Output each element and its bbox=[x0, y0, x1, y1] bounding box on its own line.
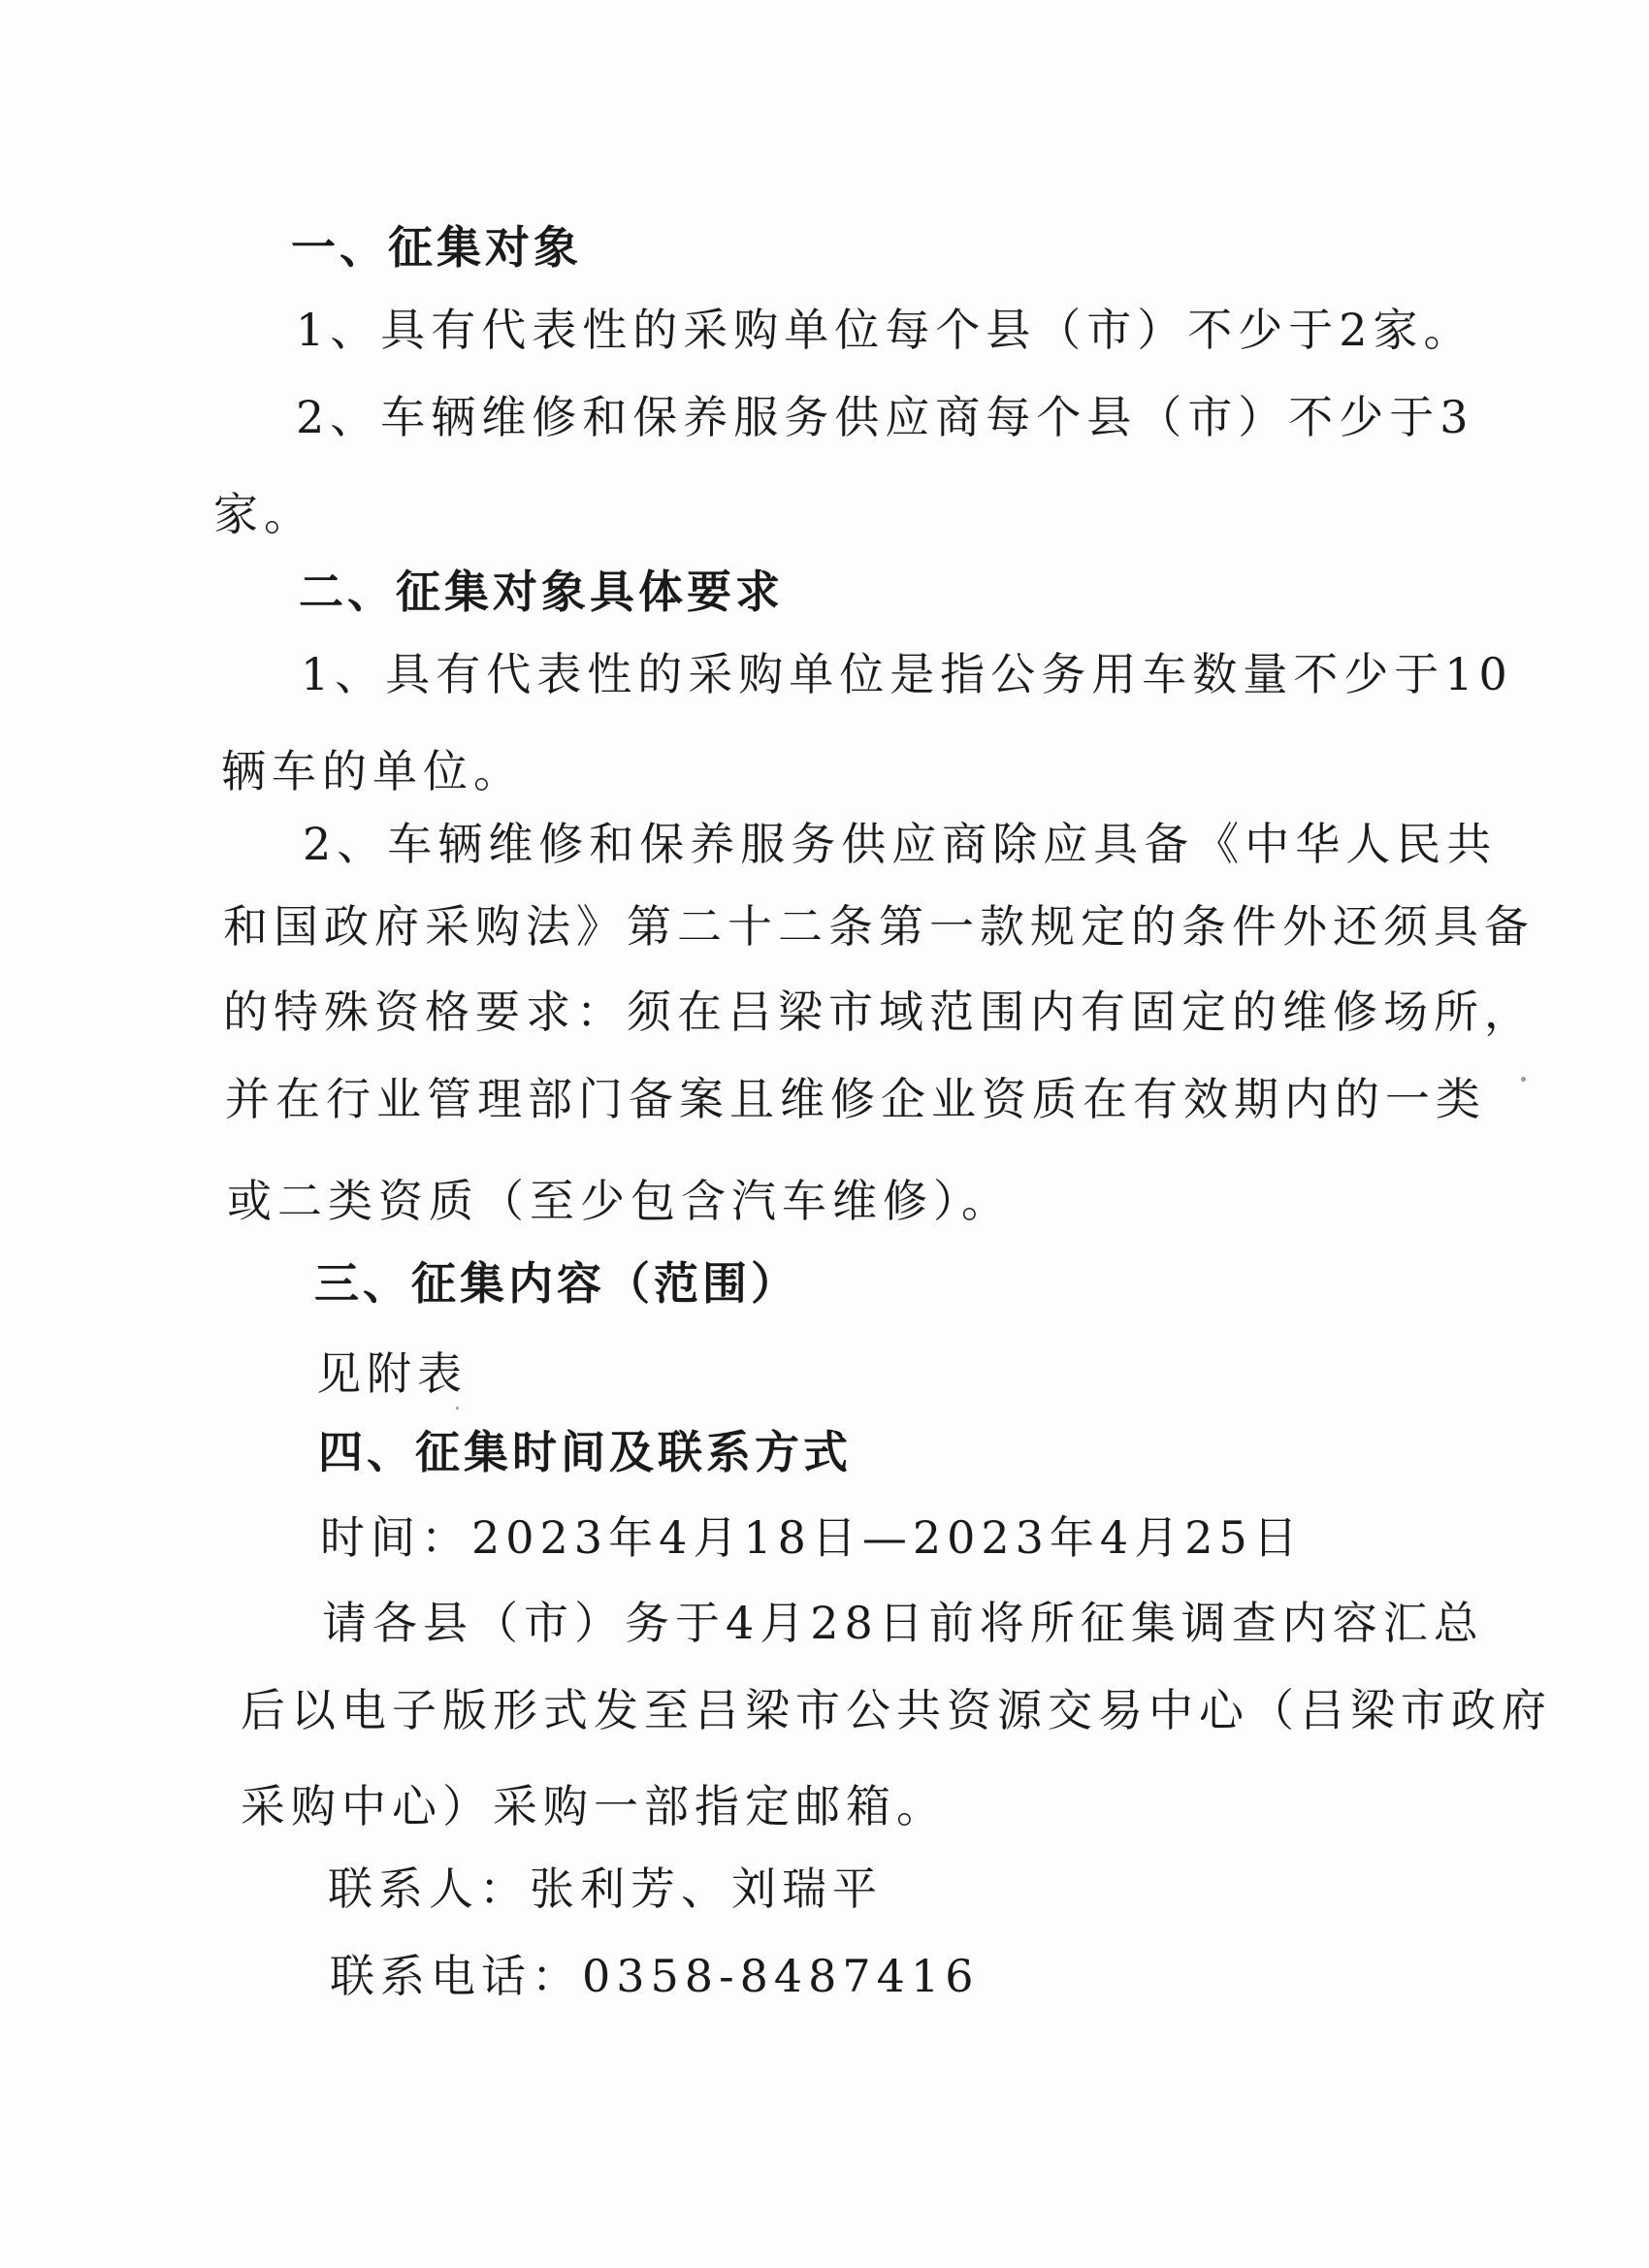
section1-item2-line1: 2、车辆维修和保养服务供应商每个县（市）不少于3 bbox=[296, 391, 1474, 443]
section4-note-line1: 请各县（市）务于4月28日前将所征集调查内容汇总 bbox=[322, 1597, 1484, 1649]
section2-item2-line4: 并在行业管理部门备案且维修企业资质在有效期内的一类 bbox=[225, 1073, 1486, 1125]
section2-item1-line2: 辆车的单位。 bbox=[221, 745, 524, 797]
section2-item2-line1: 2、车辆维修和保养服务供应商除应具备《中华人民共 bbox=[303, 818, 1498, 870]
section4-heading: 四、征集时间及联系方式 bbox=[318, 1426, 852, 1478]
section4-phone: 联系电话：0358-8487416 bbox=[330, 1950, 980, 2002]
section4-contact: 联系人：张利芳、刘瑞平 bbox=[328, 1863, 883, 1915]
section3-body: 见附表 bbox=[316, 1347, 468, 1400]
scan-speck bbox=[1521, 1077, 1526, 1082]
section1-heading: 一、征集对象 bbox=[291, 221, 582, 274]
section4-note-line2: 后以电子版形式发至吕梁市公共资源交易中心（吕梁市政府 bbox=[241, 1684, 1552, 1736]
section2-item2-line2: 和国政府采购法》第二十二条第一款规定的条件外还须具备 bbox=[223, 900, 1535, 953]
section1-item2-line2: 家。 bbox=[213, 488, 314, 540]
section4-note-line3: 采购中心）采购一部指定邮箱。 bbox=[241, 1780, 947, 1832]
section2-item2-line5: 或二类资质（至少包含汽车维修）。 bbox=[227, 1175, 1012, 1227]
scan-speck bbox=[456, 1407, 459, 1409]
section4-time: 时间：2023年4月18日—2023年4月25日 bbox=[320, 1511, 1304, 1564]
section3-heading: 三、征集内容（范围） bbox=[314, 1257, 799, 1310]
section2-heading: 二、征集对象具体要求 bbox=[299, 566, 784, 618]
section1-item1: 1、具有代表性的采购单位每个县（市）不少于2家。 bbox=[296, 304, 1474, 356]
section2-item1-line1: 1、具有代表性的采购单位是指公务用车数量不少于10 bbox=[301, 648, 1513, 700]
section2-item2-line3: 的特殊资格要求：须在吕梁市域范围内有固定的维修场所， bbox=[223, 986, 1535, 1038]
